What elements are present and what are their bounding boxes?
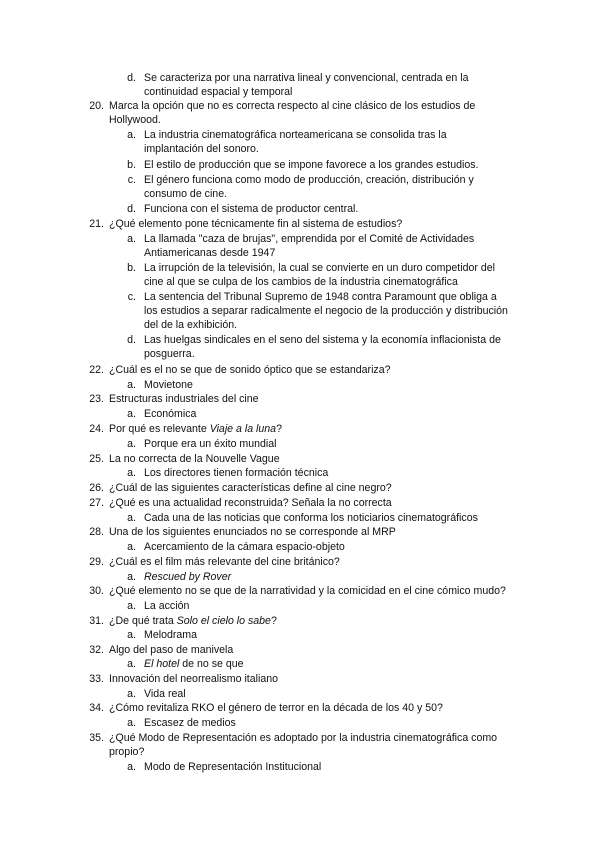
question-number: 23. <box>89 393 104 405</box>
question-text <box>109 732 497 745</box>
question-number: 32. <box>89 644 104 656</box>
line-text: Vida real <box>144 688 186 700</box>
option-text <box>144 408 196 421</box>
line-text: El género funciona como modo de producción, creación, distribución y <box>144 174 474 186</box>
line-text: La no correcta de la Nouvelle Vague <box>109 453 280 465</box>
line-text: ¿Qué Modo de Representación es adoptado por la industria cinematográfica como <box>109 732 498 744</box>
option-text <box>144 72 468 85</box>
option-letter: a. <box>127 761 136 773</box>
question-text <box>109 585 506 598</box>
option-letter: d. <box>127 203 136 215</box>
line-text: La acción <box>144 600 190 612</box>
option-letter: a. <box>127 541 136 553</box>
continuation-line <box>144 348 195 361</box>
line-text: los estudios a separar radicalmente el negocio de la producción y distribución <box>144 305 508 317</box>
line-text: Porque era un éxito mundial <box>144 438 277 450</box>
line-text: ¿Qué es una actualidad reconstruida? Señala la no correcta <box>109 497 392 509</box>
question-text <box>109 482 392 495</box>
continuation-line <box>144 276 458 289</box>
option-letter: a. <box>127 658 136 670</box>
line-text: La industria cinematográfica norteamericana se consolida tras la <box>144 129 447 141</box>
option-text <box>144 467 328 480</box>
line-text: Cada una de las noticias que conforma los noticiarios cinematográficos <box>144 512 478 524</box>
line-text: implantación del sonoro. <box>144 143 259 155</box>
continuation-line <box>144 86 292 99</box>
line-text: ¿Cuál es el film más relevante del cine británico? <box>109 556 340 568</box>
line-text: Modo de Representación Institucional <box>144 761 322 773</box>
line-text: Innovación del neorrealismo italiano <box>109 673 279 685</box>
question-number: 31. <box>89 615 104 627</box>
question-number: 24. <box>89 423 104 435</box>
option-text <box>144 379 193 392</box>
line-text: Algo del paso de manivela <box>109 644 234 656</box>
question-number: 27. <box>89 497 104 509</box>
option-letter: d. <box>127 72 136 84</box>
line-text: del de la exhibición. <box>144 319 238 331</box>
continuation-line <box>109 114 161 127</box>
line-text: La irrupción de la televisión, la cual se convierte en un duro competidor del <box>144 262 495 274</box>
continuation-line <box>144 143 259 156</box>
question-text <box>109 453 280 466</box>
question-number: 34. <box>89 702 104 714</box>
film-title: Solo el cielo lo sabe <box>176 615 271 627</box>
question-text <box>109 556 340 569</box>
question-number: 21. <box>89 218 104 230</box>
option-letter: b. <box>127 159 136 171</box>
line-text: Marca la opción que no es correcta respecto al cine clásico de los estudios de <box>109 100 476 112</box>
option-letter: a. <box>127 408 136 420</box>
continuation-line <box>109 746 144 759</box>
option-letter: a. <box>127 379 136 391</box>
option-text <box>144 174 474 187</box>
line-text: Funciona con el sistema de productor central. <box>144 203 359 215</box>
option-letter: b. <box>127 262 136 274</box>
continuation-line <box>144 305 508 318</box>
line-text: Por qué es relevante <box>109 423 210 435</box>
line-text: Una de los siguientes enunciados no se corresponde al MRP <box>109 526 396 538</box>
option-text <box>144 129 447 142</box>
line-text-after: ? <box>276 423 282 435</box>
line-text: Antiamericanas desde 1947 <box>144 247 276 259</box>
line-text: Económica <box>144 408 197 420</box>
question-number: 22. <box>89 364 104 376</box>
line-text: La llamada "caza de brujas", emprendida por el Comité de Actividades <box>144 233 475 245</box>
question-text <box>109 673 278 686</box>
line-text: Acercamiento de la cámara espacio-objeto <box>144 541 345 553</box>
question-number: 30. <box>89 585 104 597</box>
line-text: ¿De qué trata <box>109 615 177 627</box>
question-text <box>109 393 259 406</box>
question-number: 26. <box>89 482 104 494</box>
question-number: 25. <box>89 453 104 465</box>
question-text <box>109 615 277 628</box>
line-text: consumo de cine. <box>144 188 228 200</box>
question-number: 29. <box>89 556 104 568</box>
line-text: ¿Cuál de las siguientes características define al cine negro? <box>109 482 392 494</box>
line-text: ¿Cómo revitaliza RKO el género de terror en la década de los 40 y 50? <box>109 702 443 714</box>
option-text <box>144 291 497 304</box>
line-text: El estilo de producción que se impone favorece a los grandes estudios. <box>144 159 479 171</box>
option-letter: a. <box>127 717 136 729</box>
film-title: Rescued by Rover <box>144 571 232 583</box>
option-text <box>144 334 501 347</box>
option-letter: d. <box>127 334 136 346</box>
option-letter: c. <box>127 291 136 303</box>
option-text <box>144 717 236 730</box>
film-title: Viaje a la luna <box>209 423 277 435</box>
line-text: Melodrama <box>144 629 197 641</box>
continuation-line <box>144 319 237 332</box>
option-text <box>144 159 479 172</box>
question-text <box>109 100 475 113</box>
option-text <box>144 688 186 701</box>
line-text: Los directores tienen formación técnica <box>144 467 329 479</box>
line-text: Las huelgas sindicales en el seno del sistema y la economía inflacionista de <box>144 334 501 346</box>
film-title: El hotel <box>144 658 180 670</box>
line-text: continuidad espacial y temporal <box>144 86 293 98</box>
question-number: 28. <box>89 526 104 538</box>
question-text <box>109 702 443 715</box>
line-text: cine al que se culpa de los cambios de la industria cinematográfica <box>144 276 458 288</box>
option-letter: a. <box>127 233 136 245</box>
question-text <box>109 423 282 436</box>
line-text: ¿Cuál es el no se que de sonido óptico que se estandariza? <box>109 364 391 376</box>
question-text <box>109 218 402 231</box>
option-text <box>144 658 244 671</box>
option-letter: a. <box>127 629 136 641</box>
option-text <box>144 629 197 642</box>
option-text <box>144 571 231 584</box>
option-letter: a. <box>127 571 136 583</box>
continuation-line <box>144 247 275 260</box>
option-text <box>144 438 277 451</box>
line-text: Movietone <box>144 379 193 391</box>
option-text <box>144 233 474 246</box>
line-text-after: ? <box>270 615 277 627</box>
line-text-after: de no se que <box>179 658 244 670</box>
line-text: ¿Qué elemento no se que de la narratividad y la comicidad en el cine cómico mudo? <box>109 585 506 597</box>
option-letter: a. <box>127 438 136 450</box>
option-letter: a. <box>127 129 136 141</box>
option-letter: c. <box>127 174 136 186</box>
line-text: posguerra. <box>144 348 195 360</box>
question-text <box>109 644 233 657</box>
option-text <box>144 262 495 275</box>
option-text <box>144 600 189 613</box>
continuation-line <box>144 188 227 201</box>
question-number: 33. <box>89 673 104 685</box>
option-letter: a. <box>127 688 136 700</box>
question-text <box>109 497 392 510</box>
line-text: Se caracteriza por una narrativa lineal y convencional, centrada en la <box>144 72 469 84</box>
option-text <box>144 512 478 525</box>
option-letter: a. <box>127 512 136 524</box>
question-number: 35. <box>89 732 104 744</box>
option-letter: a. <box>127 467 136 479</box>
option-text <box>144 203 358 216</box>
line-text: propio? <box>109 746 145 758</box>
line-text: Hollywood. <box>109 114 161 126</box>
line-text: Escasez de medios <box>144 717 236 729</box>
option-letter: a. <box>127 600 136 612</box>
question-text <box>109 364 391 377</box>
line-text: La sentencia del Tribunal Supremo de 1948 contra Paramount que obliga a <box>144 291 497 303</box>
option-text <box>144 761 321 774</box>
question-number: 20. <box>89 100 104 112</box>
option-text <box>144 541 345 554</box>
line-text: ¿Qué elemento pone técnicamente fin al sistema de estudios? <box>109 218 403 230</box>
line-text: Estructuras industriales del cine <box>109 393 259 405</box>
question-text <box>109 526 396 539</box>
